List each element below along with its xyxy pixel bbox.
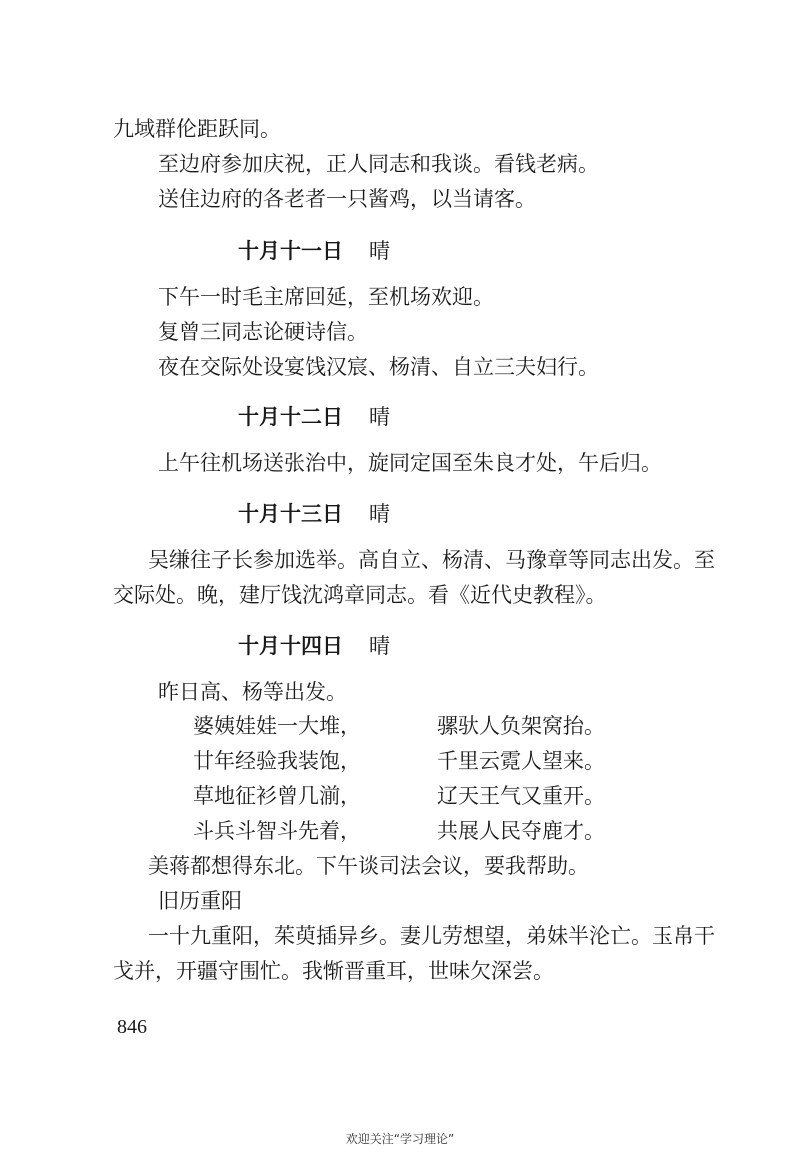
poem-line-left: 草地征衫曾几湔， [193,784,361,808]
date-label: 十月十二日 [238,405,343,429]
poem-line-right: 骡驮人负架窝抬。 [437,714,605,738]
poem-line-right: 千里云霓人望来。 [437,749,605,773]
paragraph-line: 复曾三同志论硬诗信。 [158,320,368,344]
paragraph-line: 送住边府的各老者一只酱鸡，以当请客。 [158,187,536,211]
poem-line-left: 廿年经验我装饱， [193,749,361,773]
weather-label: 晴 [369,405,390,429]
paragraph-line: 昨日高、杨等出发。 [158,680,347,704]
diary-date-heading [238,499,390,529]
paragraph-line: 吴缣往子长参加选举。高自立、杨清、马豫章等同志出发。至 [148,548,715,572]
poem-line-left: 婆姨娃娃一大堆， [193,714,361,738]
weather-label: 晴 [369,634,390,658]
paragraph-line: 旧历重阳 [158,889,242,913]
paragraph-line: 一十九重阳，茱萸插异乡。妻儿劳想望，弟妹半沦亡。玉帛干 [148,924,715,948]
paragraph-line: 下午一时毛主席回延，至机场欢迎。 [158,285,494,309]
paragraph-line: 美蒋都想得东北。下午谈司法会议，要我帮助。 [148,854,589,878]
paragraph-line: 至边府参加庆祝，正人同志和我谈。看钱老病。 [158,152,599,176]
date-label: 十月十一日 [238,239,343,263]
page-number: 846 [117,1016,147,1038]
diary-date-heading [238,631,390,661]
paragraph-line: 九域群伦距跃同。 [113,117,281,141]
diary-date-heading [238,236,390,266]
poem-line-right: 共展人民夺鹿才。 [437,819,605,843]
poem-line-right: 辽天王气又重开。 [437,784,605,808]
paragraph-line: 夜在交际处设宴饯汉宸、杨清、自立三夫妇行。 [158,355,599,379]
poem-line-left: 斗兵斗智斗先着， [193,819,361,843]
date-label: 十月十三日 [238,502,343,526]
paragraph-line: 交际处。晚，建厅饯沈鸿章同志。看《近代史教程》。 [113,583,607,607]
weather-label: 晴 [369,239,390,263]
diary-date-heading [238,402,390,432]
footer-watermark: 欢迎关注“学习理论” [345,1132,455,1146]
paragraph-line: 戈并，开疆守围忙。我惭晋重耳，世味欠深尝。 [113,959,554,983]
paragraph-line: 上午往机场送张治中，旋同定国至朱良才处，午后归。 [158,451,662,475]
weather-label: 晴 [369,502,390,526]
date-label: 十月十四日 [238,634,343,658]
